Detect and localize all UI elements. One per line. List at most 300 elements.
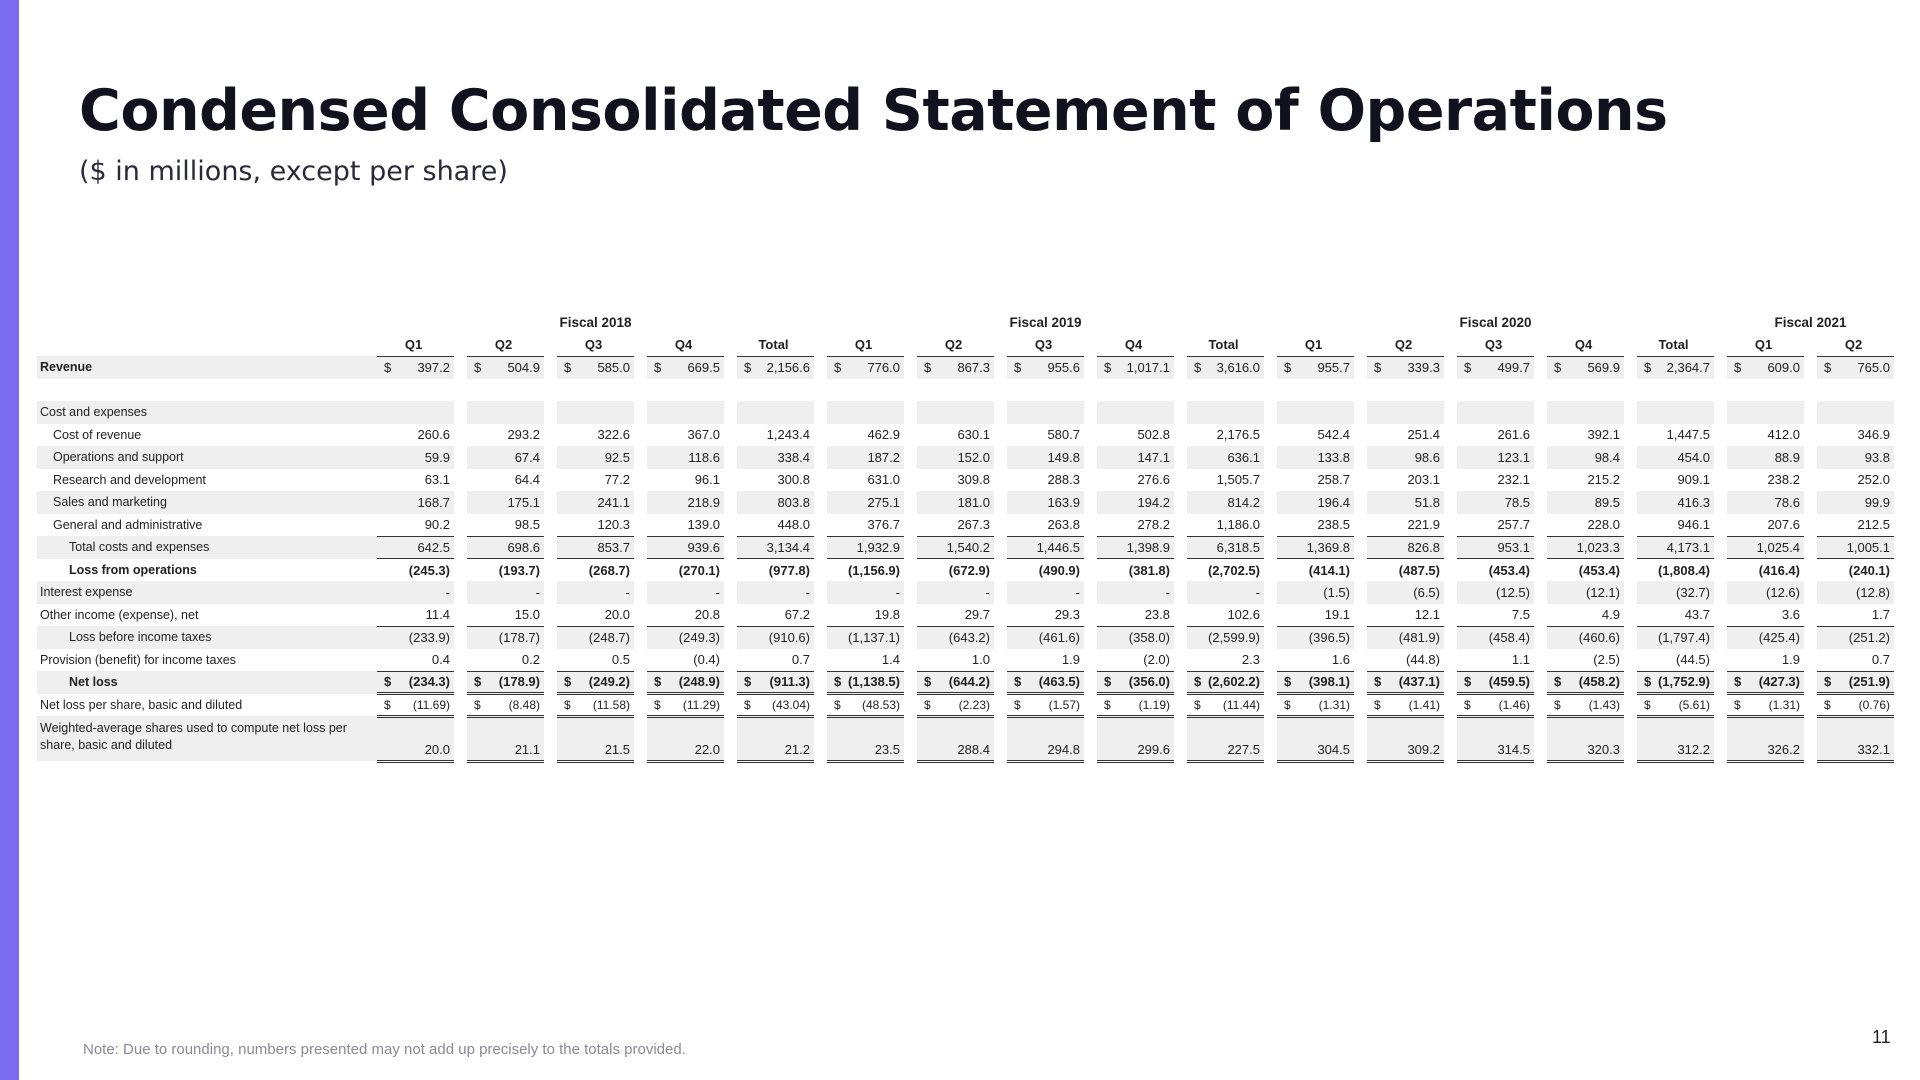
column-gap: [454, 401, 467, 424]
currency-symbol: $: [1734, 674, 1742, 690]
table-row: [37, 671, 1894, 694]
cell-value: 569.9: [1587, 360, 1620, 375]
column-gap: [1264, 626, 1277, 649]
value-cell: [1547, 671, 1624, 694]
column-gap: [1354, 581, 1367, 604]
column-gap: [634, 671, 647, 694]
column-gap: [1354, 401, 1367, 424]
column-gap: [1354, 446, 1367, 469]
value-cell: 1,932.9: [827, 536, 904, 559]
column-gap: [1444, 469, 1457, 492]
column-gap: [544, 626, 557, 649]
column-gap: [1264, 604, 1277, 627]
column-header: Q2: [1367, 334, 1444, 357]
value-cell: 20.0: [377, 716, 454, 761]
value-cell: 90.2: [377, 514, 454, 537]
value-cell: 163.9: [1007, 491, 1084, 514]
column-gap: [544, 604, 557, 627]
row-label: Sales and marketing: [37, 491, 377, 514]
value-cell: 367.0: [687, 427, 720, 443]
cell-value: (11.69): [412, 697, 450, 712]
value-cell: 392.1: [1587, 427, 1620, 443]
column-gap: [814, 379, 827, 402]
column-gap: [724, 514, 737, 537]
column-gap: [1534, 401, 1547, 424]
column-gap: [454, 716, 467, 761]
column-gap: [1174, 379, 1187, 402]
value-cell: 238.5: [1277, 514, 1354, 537]
value-cell: (0.4): [647, 649, 724, 672]
column-gap: [1264, 694, 1277, 717]
table-row: [37, 469, 1894, 492]
value-cell: 1,369.8: [1277, 536, 1354, 559]
column-gap: [1354, 514, 1367, 537]
column-gap: [1624, 559, 1637, 582]
currency-symbol: $: [1464, 697, 1471, 712]
table-row: [37, 514, 1894, 537]
column-gap: [634, 514, 647, 537]
value-cell: 21.1: [467, 716, 544, 761]
column-gap: [1804, 424, 1817, 447]
value-cell: 78.5: [1457, 491, 1534, 514]
value-cell: 19.8: [827, 604, 904, 627]
value-cell: (358.0): [1097, 626, 1174, 649]
column-gap: [1714, 446, 1727, 469]
value-cell: 102.6: [1187, 604, 1264, 627]
column-gap: [1174, 401, 1187, 424]
value-cell: 314.5: [1457, 716, 1534, 761]
currency-symbol: $: [564, 697, 571, 712]
cell-value: 1,017.1: [1126, 360, 1170, 375]
column-gap: [1174, 581, 1187, 604]
column-gap: [1264, 379, 1277, 402]
value-cell: 7.5: [1457, 604, 1534, 627]
value-cell: [827, 379, 904, 402]
value-cell: [1457, 379, 1534, 402]
column-gap: [1444, 424, 1457, 447]
column-gap: [904, 446, 917, 469]
column-gap: [1174, 649, 1187, 672]
page-subtitle: ($ in millions, except per share): [79, 156, 508, 187]
column-gap: [724, 491, 737, 514]
cell-value: 669.5: [687, 360, 720, 375]
column-gap: [454, 604, 467, 627]
column-gap: [454, 379, 467, 402]
column-header: Total: [1187, 334, 1264, 357]
cell-value: (5.61): [1678, 697, 1710, 712]
table-row: [37, 581, 1894, 604]
currency-symbol: $: [924, 674, 932, 690]
column-gap: [904, 356, 917, 379]
currency-symbol: $: [1824, 674, 1832, 690]
cell-value: (248.9): [678, 674, 720, 690]
value-cell: 1.1: [1457, 649, 1534, 672]
column-gap: [1714, 604, 1727, 627]
column-header: Q1: [1277, 334, 1354, 357]
value-cell: [1367, 379, 1444, 402]
value-cell: [1817, 356, 1894, 379]
value-cell: [737, 671, 814, 694]
header-spacer: [37, 311, 377, 334]
column-gap: [454, 671, 467, 694]
value-cell: (425.4): [1727, 626, 1804, 649]
value-cell: (193.7): [498, 562, 540, 578]
value-cell: 312.2: [1637, 716, 1714, 761]
column-gap: [1084, 716, 1097, 761]
column-gap: [1624, 581, 1637, 604]
column-gap: [1084, 401, 1097, 424]
column-gap: [1264, 559, 1277, 582]
column-gap: [1264, 401, 1277, 424]
column-gap: [544, 424, 557, 447]
value-cell: 51.8: [1367, 491, 1444, 514]
column-gap: [994, 649, 1007, 672]
value-cell: 67.4: [467, 446, 544, 469]
column-gap: [1714, 536, 1727, 559]
currency-symbol: $: [1554, 697, 1561, 712]
column-gap: [1354, 604, 1367, 627]
column-gap: [1084, 536, 1097, 559]
column-gap: [1534, 334, 1547, 357]
value-cell: 118.6: [647, 446, 724, 469]
column-gap: [1534, 671, 1547, 694]
column-gap: [1534, 514, 1547, 537]
column-header: Q1: [827, 334, 904, 357]
value-cell: [377, 401, 454, 424]
cell-value: 339.3: [1407, 360, 1440, 375]
column-gap: [1264, 356, 1277, 379]
column-gap: [904, 424, 917, 447]
column-header: Q4: [1547, 334, 1624, 357]
value-cell: 278.2: [1097, 514, 1174, 537]
value-cell: (977.8): [768, 562, 810, 578]
column-gap: [904, 581, 917, 604]
currency-symbol: $: [564, 360, 572, 375]
column-gap: [724, 671, 737, 694]
column-gap: [1804, 604, 1817, 627]
column-gap: [1714, 671, 1727, 694]
value-cell: 1,447.5: [1666, 427, 1710, 443]
currency-symbol: $: [1554, 674, 1562, 690]
column-gap: [1444, 649, 1457, 672]
value-cell: [1547, 356, 1624, 379]
column-gap: [1714, 379, 1727, 402]
column-gap: [1264, 491, 1277, 514]
column-gap: [1624, 671, 1637, 694]
value-cell: 67.2: [737, 604, 814, 627]
value-cell: 93.8: [1817, 446, 1894, 469]
value-cell: [647, 356, 724, 379]
row-label: Total costs and expenses: [37, 536, 377, 559]
column-gap: [724, 581, 737, 604]
value-cell: 454.0: [1637, 446, 1714, 469]
column-gap: [1444, 604, 1457, 627]
value-cell: 203.1: [1407, 472, 1440, 488]
value-cell: 221.9: [1367, 514, 1444, 537]
column-gap: [1804, 446, 1817, 469]
column-gap: [1264, 649, 1277, 672]
row-label: Revenue: [37, 356, 377, 379]
value-cell: 580.7: [1047, 427, 1080, 443]
column-gap: [1534, 604, 1547, 627]
value-cell: 241.1: [557, 491, 634, 514]
column-gap: [724, 536, 737, 559]
value-cell: 4,173.1: [1637, 536, 1714, 559]
column-gap: [1264, 671, 1277, 694]
column-gap: [904, 671, 917, 694]
column-gap: [814, 469, 827, 492]
currency-symbol: $: [654, 697, 661, 712]
value-cell: [557, 379, 634, 402]
value-cell: 1.4: [827, 649, 904, 672]
value-cell: 29.3: [1007, 604, 1084, 627]
value-cell: 261.6: [1497, 427, 1530, 443]
value-cell: 630.1: [957, 427, 990, 443]
column-gap: [634, 581, 647, 604]
value-cell: [1637, 379, 1714, 402]
page-title: Condensed Consolidated Statement of Operations: [79, 78, 1668, 144]
column-gap: [1804, 469, 1817, 492]
column-gap: [1174, 514, 1187, 537]
column-gap: [1534, 694, 1547, 717]
value-cell: (1,808.4): [1657, 562, 1710, 578]
currency-symbol: $: [1374, 674, 1382, 690]
currency-symbol: $: [924, 697, 931, 712]
value-cell: 29.7: [917, 604, 994, 627]
value-cell: 502.8: [1137, 427, 1170, 443]
row-label: Loss before income taxes: [37, 626, 377, 649]
table-row: [37, 379, 1894, 402]
column-gap: [1174, 626, 1187, 649]
column-gap: [1534, 649, 1547, 672]
column-gap: [994, 581, 1007, 604]
value-cell: -: [1007, 581, 1084, 604]
value-cell: [1097, 379, 1174, 402]
column-header: Q1: [377, 334, 454, 357]
column-gap: [1084, 559, 1097, 582]
column-gap: [454, 536, 467, 559]
value-cell: 12.1: [1367, 604, 1444, 627]
column-gap: [634, 716, 647, 761]
column-gap: [1714, 424, 1727, 447]
column-gap: [1174, 424, 1187, 447]
value-cell: [827, 671, 904, 694]
value-cell: 187.2: [827, 446, 904, 469]
column-gap: [814, 424, 827, 447]
column-gap: [454, 694, 467, 717]
row-label: Net loss: [37, 671, 377, 694]
value-cell: [467, 356, 544, 379]
column-gap: [904, 469, 917, 492]
value-cell: 257.7: [1457, 514, 1534, 537]
column-gap: [814, 334, 827, 357]
value-cell: 288.3: [1047, 472, 1080, 488]
column-gap: [724, 334, 737, 357]
value-cell: [1097, 356, 1174, 379]
value-cell: [917, 379, 994, 402]
column-gap: [1624, 604, 1637, 627]
value-cell: [1097, 694, 1174, 717]
value-cell: 168.7: [377, 491, 454, 514]
column-gap: [544, 379, 557, 402]
value-cell: 63.1: [424, 472, 450, 488]
column-gap: [1624, 626, 1637, 649]
cell-value: (2.23): [958, 697, 990, 712]
fiscal-year-header-row: [37, 311, 1894, 334]
value-cell: [467, 694, 544, 717]
column-gap: [904, 334, 917, 357]
column-gap: [1624, 716, 1637, 761]
value-cell: 412.0: [1767, 427, 1800, 443]
row-label: Cost and expenses: [37, 401, 377, 424]
currency-symbol: $: [384, 674, 392, 690]
value-cell: 1.6: [1277, 649, 1354, 672]
value-cell: (1.5): [1277, 581, 1354, 604]
column-gap: [1264, 581, 1277, 604]
column-gap: [1624, 334, 1637, 357]
cell-value: (458.2): [1578, 674, 1620, 690]
column-gap: [634, 334, 647, 357]
value-cell: 814.2: [1187, 491, 1264, 514]
value-cell: 92.5: [557, 446, 634, 469]
column-gap: [1444, 446, 1457, 469]
column-gap: [544, 716, 557, 761]
cell-value: (1.43): [1588, 697, 1620, 712]
value-cell: [1727, 694, 1804, 717]
column-gap: [724, 626, 737, 649]
value-cell: 96.1: [694, 472, 720, 488]
value-cell: 275.1: [827, 491, 904, 514]
value-cell: [737, 694, 814, 717]
currency-symbol: $: [834, 360, 842, 375]
column-gap: [1084, 491, 1097, 514]
column-header: Q1: [1727, 334, 1804, 357]
currency-symbol: $: [1014, 674, 1022, 690]
row-label: Provision (benefit) for income taxes: [40, 652, 236, 667]
value-cell: 196.4: [1277, 491, 1354, 514]
column-gap: [1804, 694, 1817, 717]
column-gap: [904, 626, 917, 649]
value-cell: 2.3: [1187, 649, 1264, 672]
column-gap: [1084, 446, 1097, 469]
column-gap: [1354, 649, 1367, 672]
row-label: Net loss per share, basic and diluted: [40, 697, 243, 712]
value-cell: -: [467, 581, 544, 604]
cell-value: (1,752.9): [1657, 674, 1710, 690]
column-gap: [1804, 671, 1817, 694]
value-cell: 258.7: [1317, 472, 1350, 488]
column-gap: [1444, 716, 1457, 761]
value-cell: [1817, 671, 1894, 694]
column-gap: [1444, 356, 1457, 379]
value-cell: (270.1): [678, 562, 720, 578]
column-gap: [994, 356, 1007, 379]
value-cell: [647, 671, 724, 694]
column-gap: [1624, 469, 1637, 492]
value-cell: (461.6): [1007, 626, 1084, 649]
column-gap: [1264, 446, 1277, 469]
column-gap: [1624, 356, 1637, 379]
value-cell: 207.6: [1727, 514, 1804, 537]
value-cell: -: [647, 581, 724, 604]
value-cell: [1547, 401, 1624, 424]
value-cell: [377, 356, 454, 379]
column-gap: [994, 671, 1007, 694]
value-cell: 11.4: [377, 604, 454, 627]
cell-value: (911.3): [769, 674, 810, 690]
column-gap: [1174, 536, 1187, 559]
value-cell: [917, 671, 994, 694]
value-cell: 0.4: [377, 649, 454, 672]
column-gap: [1534, 379, 1547, 402]
column-gap: [634, 604, 647, 627]
column-gap: [1624, 401, 1637, 424]
column-gap: [634, 626, 647, 649]
value-cell: 212.5: [1817, 514, 1894, 537]
value-cell: 0.7: [737, 649, 814, 672]
value-cell: 152.0: [917, 446, 994, 469]
column-gap: [724, 604, 737, 627]
column-gap: [904, 379, 917, 402]
column-gap: [1084, 626, 1097, 649]
currency-symbol: $: [744, 674, 752, 690]
column-gap: [1354, 356, 1367, 379]
value-cell: 636.1: [1187, 446, 1264, 469]
column-gap: [724, 649, 737, 672]
cell-value: (1.41): [1408, 697, 1440, 712]
column-gap: [1264, 424, 1277, 447]
currency-symbol: $: [1464, 360, 1472, 375]
column-gap: [544, 334, 557, 357]
currency-symbol: $: [1014, 697, 1021, 712]
column-gap: [634, 379, 647, 402]
column-gap: [814, 446, 827, 469]
column-gap: [1084, 649, 1097, 672]
value-cell: 309.8: [957, 472, 990, 488]
column-gap: [1624, 491, 1637, 514]
column-gap: [1264, 334, 1277, 357]
value-cell: 1,446.5: [1007, 536, 1084, 559]
value-cell: [917, 694, 994, 717]
currency-symbol: $: [1104, 697, 1111, 712]
value-cell: [1637, 694, 1714, 717]
column-gap: [1714, 491, 1727, 514]
currency-symbol: $: [1734, 360, 1742, 375]
value-cell: [1007, 401, 1084, 424]
column-gap: [1264, 469, 1277, 492]
value-cell: 267.3: [917, 514, 994, 537]
column-gap: [634, 559, 647, 582]
column-gap: [1264, 536, 1277, 559]
column-gap: [634, 424, 647, 447]
value-cell: 1,540.2: [917, 536, 994, 559]
cell-value: (11.44): [1222, 697, 1260, 712]
column-gap: [1444, 694, 1457, 717]
table-row: [37, 446, 1894, 469]
column-gap: [994, 424, 1007, 447]
column-gap: [1084, 469, 1097, 492]
cell-value: (427.3): [1758, 674, 1800, 690]
value-cell: [1277, 671, 1354, 694]
value-cell: (2,702.5): [1207, 562, 1260, 578]
column-gap: [544, 536, 557, 559]
column-gap: [994, 334, 1007, 357]
value-cell: (12.8): [1817, 581, 1894, 604]
row-label: Loss from operations: [69, 562, 197, 577]
value-cell: 2,176.5: [1216, 427, 1260, 443]
currency-symbol: $: [1284, 674, 1292, 690]
currency-symbol: $: [1194, 697, 1201, 712]
